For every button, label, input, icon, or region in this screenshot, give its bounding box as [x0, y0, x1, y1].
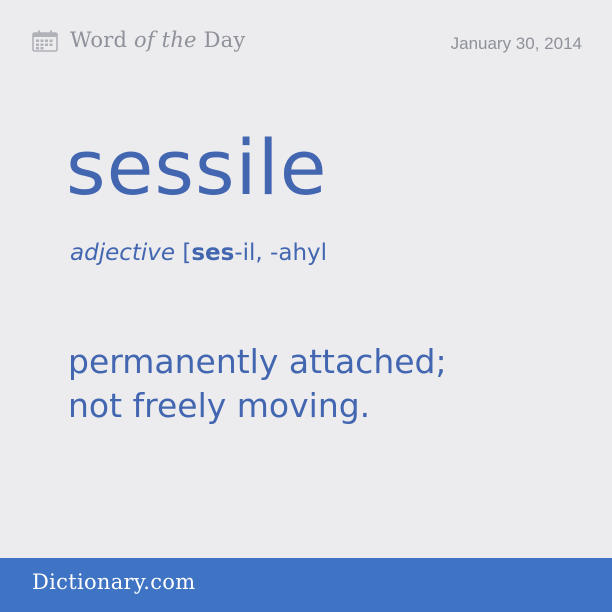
- brand-logo[interactable]: Dictionary.com: [32, 570, 196, 594]
- header: [0, 0, 612, 82]
- calendar-icon: [32, 30, 58, 52]
- label-word: Word: [70, 28, 128, 52]
- pronunciation-line: [70, 240, 327, 266]
- part-of-speech: adjective: [70, 240, 176, 266]
- date: January 30, 2014: [450, 34, 582, 53]
- pron-stressed-syllable: ses: [191, 240, 235, 266]
- pron-rest: -il, -ahyl: [234, 240, 328, 266]
- pron-bracket: [: [182, 240, 192, 266]
- definition-line-1: permanently attached;: [68, 342, 447, 381]
- definition: [68, 340, 588, 428]
- footer-bar: [0, 558, 612, 612]
- definition-line-2: not freely moving.: [68, 386, 371, 425]
- word-of-the-day-label: [70, 28, 245, 52]
- headword: sessile: [66, 123, 328, 212]
- label-of-the: of the: [133, 28, 197, 52]
- label-day: Day: [203, 28, 246, 52]
